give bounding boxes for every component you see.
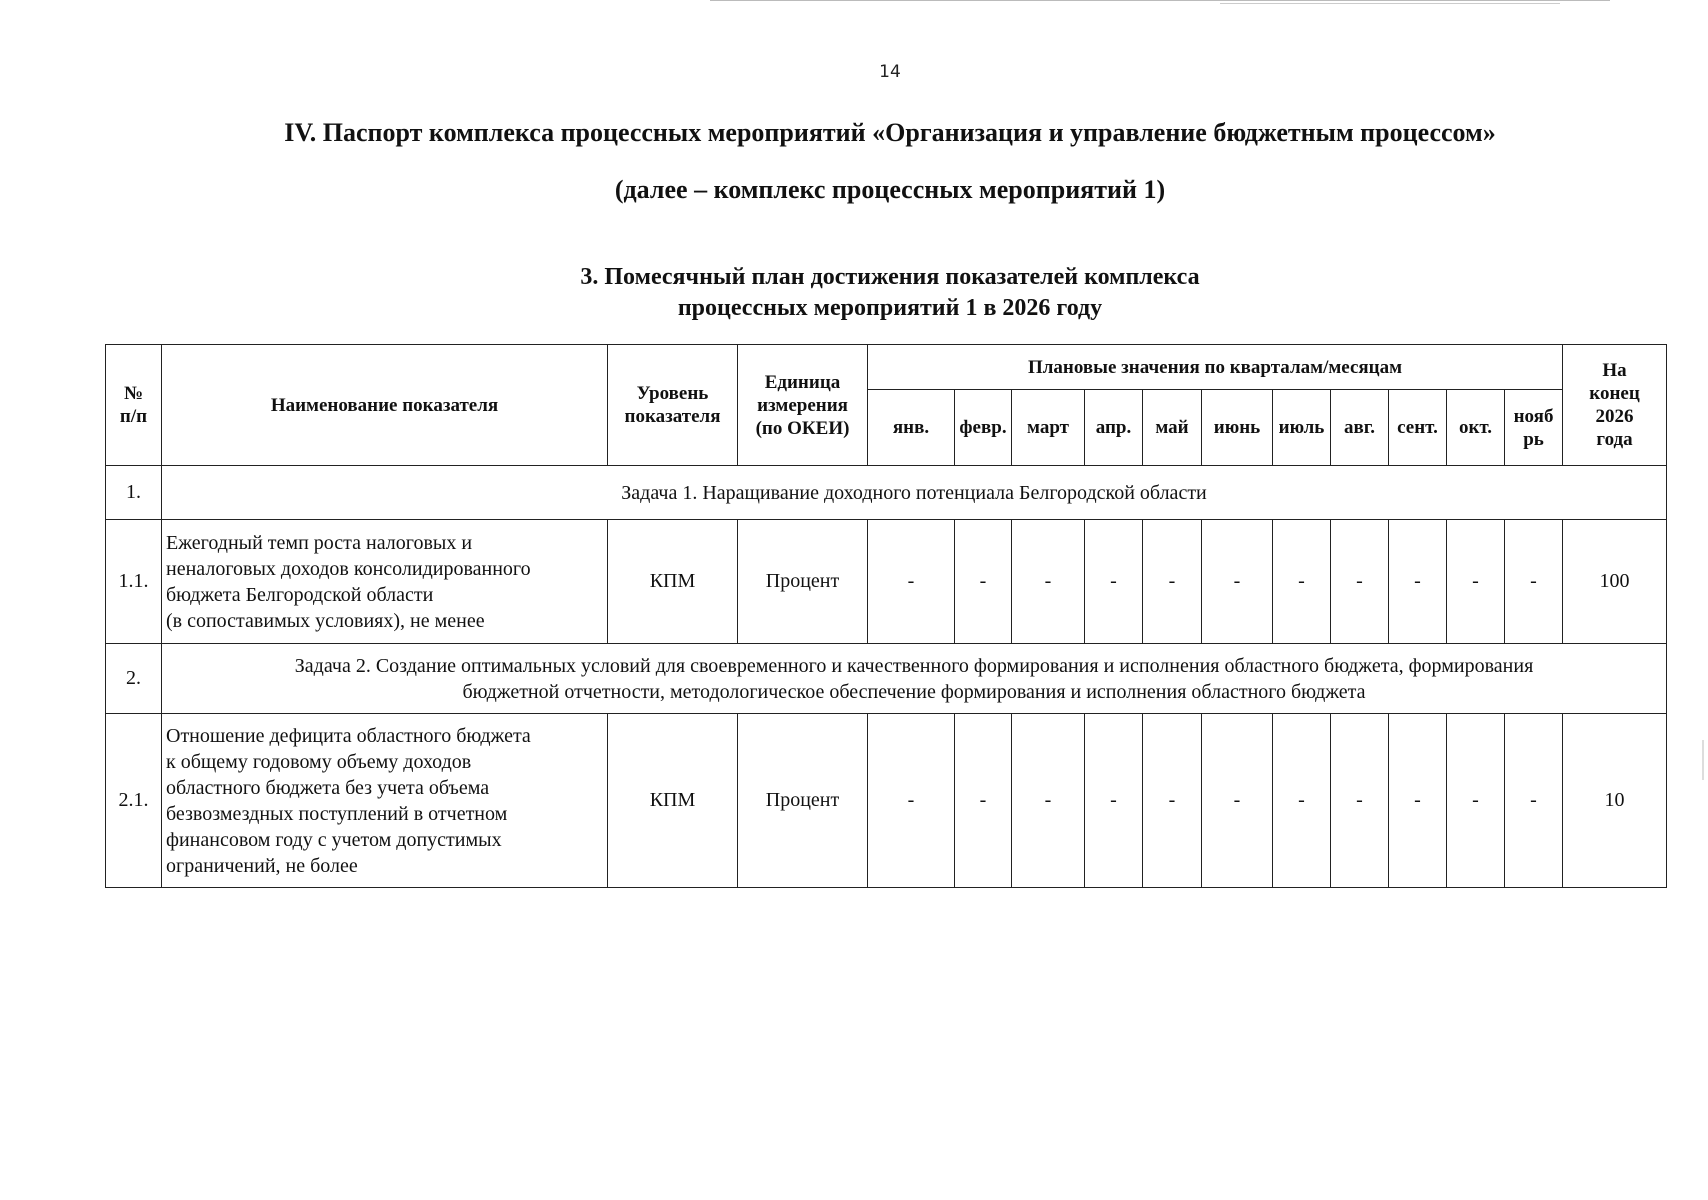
header-month: апр. — [1085, 390, 1143, 466]
indicator-name-line: неналоговых доходов консолидированного — [166, 557, 531, 580]
indicator-level: КПМ — [608, 714, 738, 888]
header-num — [106, 345, 162, 466]
header-month: июль — [1273, 390, 1331, 466]
header-month: май — [1143, 390, 1202, 466]
header-end-line: 2026 — [1595, 406, 1634, 427]
document-title-note: (далее – комплекс процессных мероприятий 1) — [614, 175, 1166, 204]
header-num-line: п/п — [119, 406, 148, 427]
header-level-line: показателя — [624, 406, 721, 427]
month-value: - — [1505, 520, 1563, 644]
header-end-of-year — [1563, 345, 1667, 466]
scan-artifact-line — [710, 0, 1610, 1]
indicator-level: КПМ — [608, 520, 738, 644]
task-description: Задача 1. Наращивание доходного потенциала Белгородской области — [162, 466, 1667, 520]
month-value: - — [1389, 520, 1447, 644]
row-number: 1. — [106, 466, 162, 520]
indicator-name-line: Отношение дефицита областного бюджета — [166, 724, 531, 747]
indicator-unit: Процент — [738, 714, 868, 888]
end-of-year-value: 100 — [1563, 520, 1667, 644]
header-month-line: рь — [1523, 428, 1544, 450]
header-num-line: № — [123, 383, 144, 404]
header-month: февр. — [955, 390, 1012, 466]
end-of-year-value: 10 — [1563, 714, 1667, 888]
section-title-line: процессных мероприятий 1 в 2026 году — [677, 295, 1103, 321]
header-month: окт. — [1447, 390, 1505, 466]
header-end-line: конец — [1589, 383, 1640, 404]
month-value: - — [1143, 520, 1202, 644]
month-value: - — [955, 714, 1012, 888]
header-row — [106, 345, 1667, 390]
header-unit-line: Единица — [764, 371, 841, 393]
task-description-line: Задача 2. Создание оптимальных условий для своевременного и качественного формирования и исполнения областного бюджета, формирования — [294, 654, 1534, 677]
month-value: - — [868, 714, 955, 888]
header-month-november — [1505, 390, 1563, 466]
month-value: - — [1273, 520, 1331, 644]
monthly-plan-table — [105, 344, 1667, 888]
header-indicator-name: Наименование показателя — [162, 345, 608, 466]
indicator-name-line: безвозмездных поступлений в отчетном — [166, 802, 508, 825]
month-value: - — [1331, 520, 1389, 644]
indicator-name — [162, 714, 608, 888]
indicator-name-line: финансовом году с учетом допустимых — [166, 828, 502, 851]
header-level-line: Уровень — [636, 383, 709, 404]
month-value: - — [1389, 714, 1447, 888]
task-description-line: бюджетной отчетности, методологическое обеспечение формирования и исполнения областного бюджета — [462, 680, 1366, 703]
section-title — [0, 262, 1708, 324]
task-row — [106, 644, 1667, 714]
header-level — [608, 345, 738, 466]
header-month: янв. — [868, 390, 955, 466]
header-month: март — [1012, 390, 1085, 466]
indicator-name-line: (в сопоставимых условиях), не менее — [166, 609, 485, 632]
header-end-line: На — [1602, 360, 1627, 381]
header-month: июнь — [1202, 390, 1273, 466]
month-value: - — [1085, 714, 1143, 888]
header-planned-values: Плановые значения по кварталам/месяцам — [868, 345, 1563, 390]
header-unit-line: (по ОКЕИ) — [755, 417, 850, 439]
indicator-name-line: к общему годовому объему доходов — [166, 750, 472, 773]
indicator-unit: Процент — [738, 520, 868, 644]
month-value: - — [1202, 714, 1273, 888]
page-number: 14 — [879, 62, 901, 82]
row-number: 2.1. — [106, 714, 162, 888]
indicator-name-line: областного бюджета без учета объема — [166, 776, 490, 799]
header-month: сент. — [1389, 390, 1447, 466]
header-unit-line: измерения — [757, 394, 848, 416]
header-unit — [738, 345, 868, 466]
month-value: - — [1202, 520, 1273, 644]
month-value: - — [1012, 714, 1085, 888]
indicator-name — [162, 520, 608, 644]
month-value: - — [955, 520, 1012, 644]
table-row — [106, 520, 1667, 644]
scan-artifact-line — [1220, 3, 1560, 4]
task-row — [106, 466, 1667, 520]
table-row — [106, 714, 1667, 888]
month-value: - — [1012, 520, 1085, 644]
month-value: - — [1447, 520, 1505, 644]
header-month-line: нояб — [1513, 405, 1554, 427]
header-month: авг. — [1331, 390, 1389, 466]
section-title-line: 3. Помесячный план достижения показателей комплекса — [580, 264, 1200, 290]
document-title: IV. Паспорт комплекса процессных мероприятий «Организация и управление бюджетным процессом» — [284, 118, 1496, 147]
month-value: - — [868, 520, 955, 644]
month-value: - — [1447, 714, 1505, 888]
row-number: 2. — [106, 644, 162, 714]
row-number: 1.1. — [106, 520, 162, 644]
indicator-name-line: Ежегодный темп роста налоговых и — [166, 531, 473, 554]
month-value: - — [1505, 714, 1563, 888]
month-value: - — [1085, 520, 1143, 644]
month-value: - — [1273, 714, 1331, 888]
month-value: - — [1143, 714, 1202, 888]
month-value: - — [1331, 714, 1389, 888]
header-end-line: года — [1596, 429, 1633, 450]
scan-artifact-mark — [1702, 740, 1704, 780]
indicator-name-line: ограничений, не более — [166, 854, 358, 877]
indicator-name-line: бюджета Белгородской области — [166, 583, 434, 606]
task-description — [162, 644, 1667, 714]
